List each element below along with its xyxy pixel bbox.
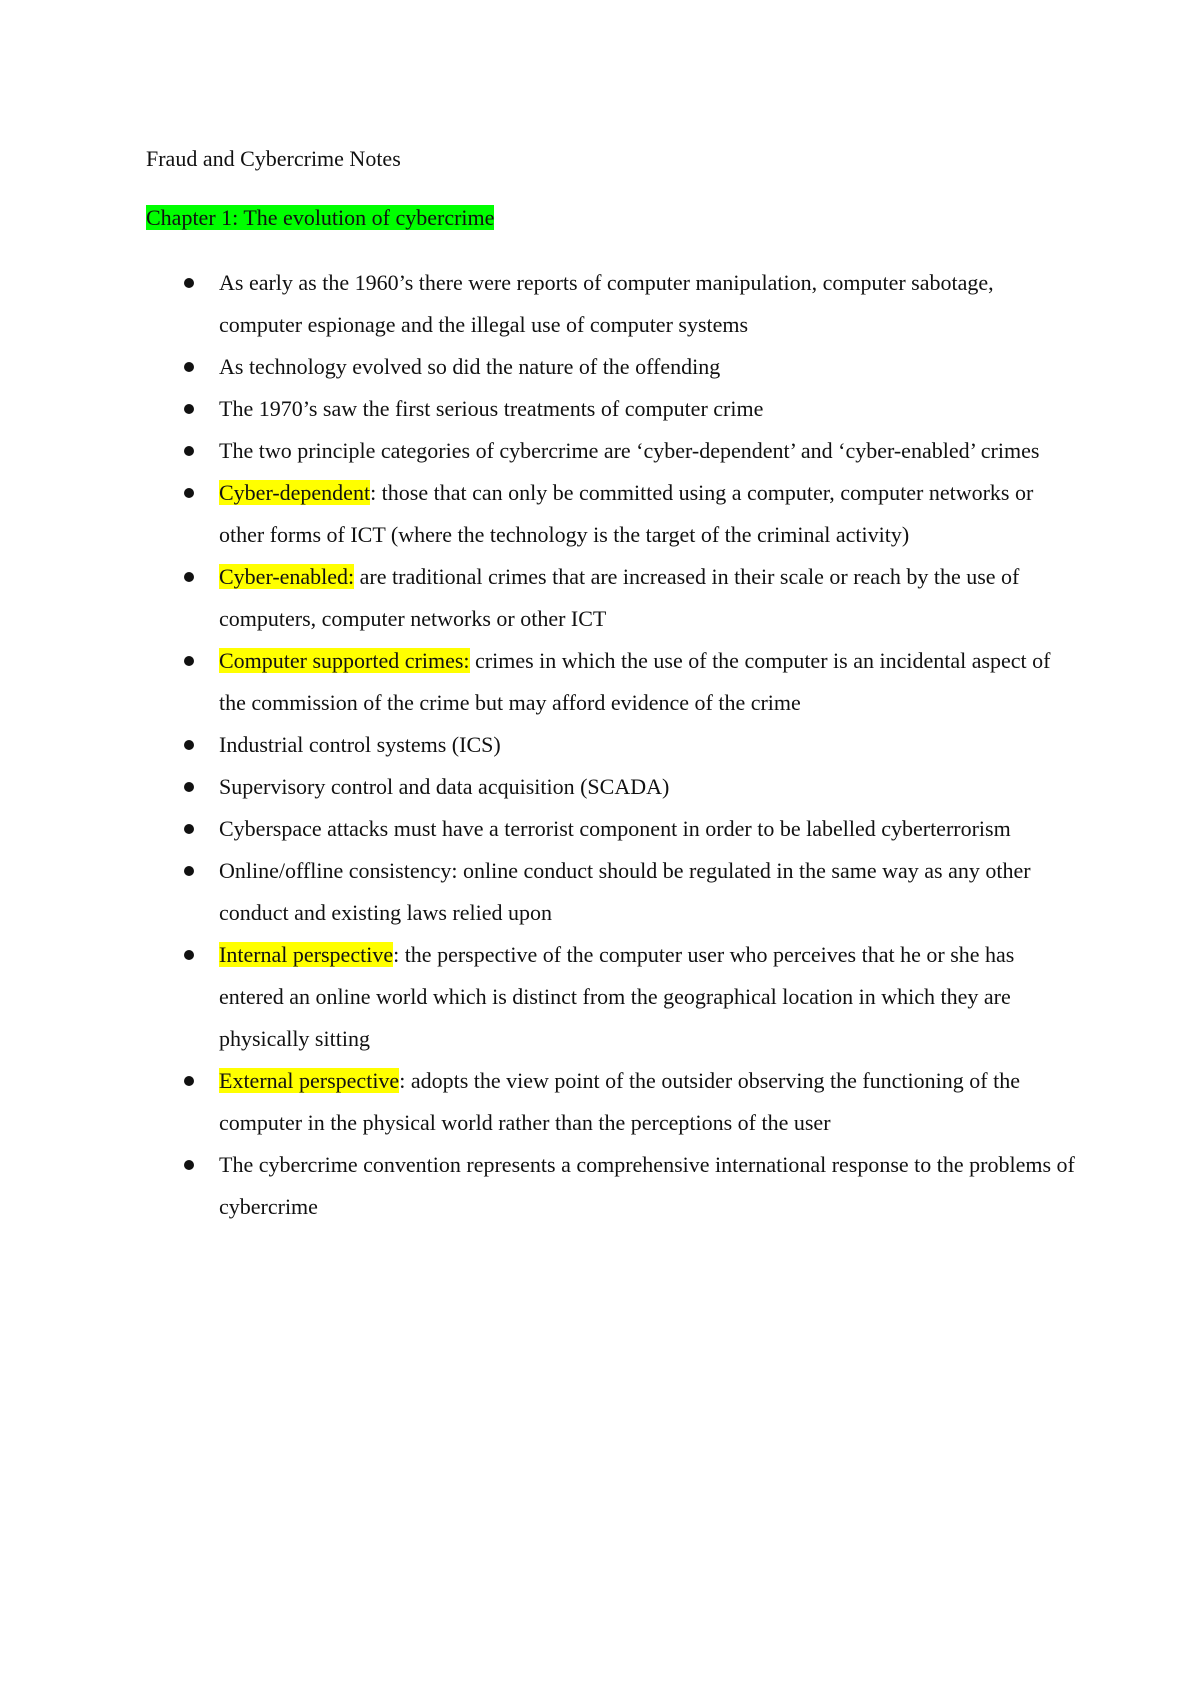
bullet-icon <box>184 950 194 960</box>
bullet-text: As technology evolved so did the nature of the offending <box>219 354 721 379</box>
bullet-term: Cyber-enabled: <box>219 564 355 589</box>
bullet-text: : the perspective of the computer user who perceives that he or she has entered an online world which is distinct from the geographical location in which they are physically sitting <box>219 942 1015 1051</box>
bullet-text: crimes in which the use of the computer is an incidental aspect of the commission of the crime but may afford evidence of the crime <box>219 648 1051 715</box>
bullet-text: Cyberspace attacks must have a terrorist component in order to be labelled cyberterrorism <box>219 816 1011 841</box>
list-item <box>146 346 1076 388</box>
bullet-text: The 1970’s saw the first serious treatments of computer crime <box>219 396 764 421</box>
bullet-text: The two principle categories of cybercrime are ‘cyber-dependent’ and ‘cyber-enabled’ crimes <box>219 438 1040 463</box>
bullet-term: Cyber-dependent <box>219 480 371 505</box>
bullet-icon <box>184 740 194 750</box>
document-title: Fraud and Cybercrime Notes <box>146 146 401 171</box>
bullet-text: Industrial control systems (ICS) <box>219 732 501 757</box>
list-item <box>146 1144 1076 1228</box>
bullet-icon <box>184 572 194 582</box>
bullet-text: are traditional crimes that are increased in their scale or reach by the use of computers, computer networks or other ICT <box>219 564 1020 631</box>
bullet-text: : those that can only be committed using a computer, computer networks or other forms of ICT (where the technology is the target of the criminal activity) <box>219 480 1034 547</box>
list-item <box>146 388 1076 430</box>
list-item <box>146 640 1076 724</box>
list-item <box>146 1060 1076 1144</box>
bullet-icon <box>184 446 194 456</box>
bullet-icon <box>184 488 194 498</box>
bullet-icon <box>184 362 194 372</box>
bullet-icon <box>184 866 194 876</box>
list-item <box>146 724 1076 766</box>
bullet-icon <box>184 656 194 666</box>
bullet-icon <box>184 278 194 288</box>
list-item <box>146 766 1076 808</box>
list-item <box>146 850 1076 934</box>
bullet-term: External perspective <box>219 1068 400 1093</box>
chapter-heading-text: Chapter 1: The evolution of cybercrime <box>146 205 495 230</box>
bullet-term: Internal perspective <box>219 942 394 967</box>
bullet-icon <box>184 1076 194 1086</box>
list-item <box>146 262 1076 346</box>
list-item <box>146 808 1076 850</box>
bullet-text: : adopts the view point of the outsider observing the functioning of the computer in the physical world rather than the perceptions of the user <box>219 1068 1020 1135</box>
bullet-text: The cybercrime convention represents a comprehensive international response to the problems of cybercrime <box>219 1152 1075 1219</box>
bullet-list <box>146 262 1076 1228</box>
bullet-icon <box>184 782 194 792</box>
list-item <box>146 472 1076 556</box>
bullet-icon <box>184 1160 194 1170</box>
bullet-text: Supervisory control and data acquisition (SCADA) <box>219 774 670 799</box>
list-item <box>146 430 1076 472</box>
bullet-text: As early as the 1960’s there were reports of computer manipulation, computer sabotage, computer espionage and the illegal use of computer systems <box>219 270 994 337</box>
bullet-text: Online/offline consistency: online conduct should be regulated in the same way as any other conduct and existing laws relied upon <box>219 858 1031 925</box>
list-item <box>146 556 1076 640</box>
list-item <box>146 934 1076 1060</box>
bullet-icon <box>184 404 194 414</box>
bullet-icon <box>184 824 194 834</box>
chapter-heading <box>146 203 494 233</box>
bullet-term: Computer supported crimes: <box>219 648 470 673</box>
